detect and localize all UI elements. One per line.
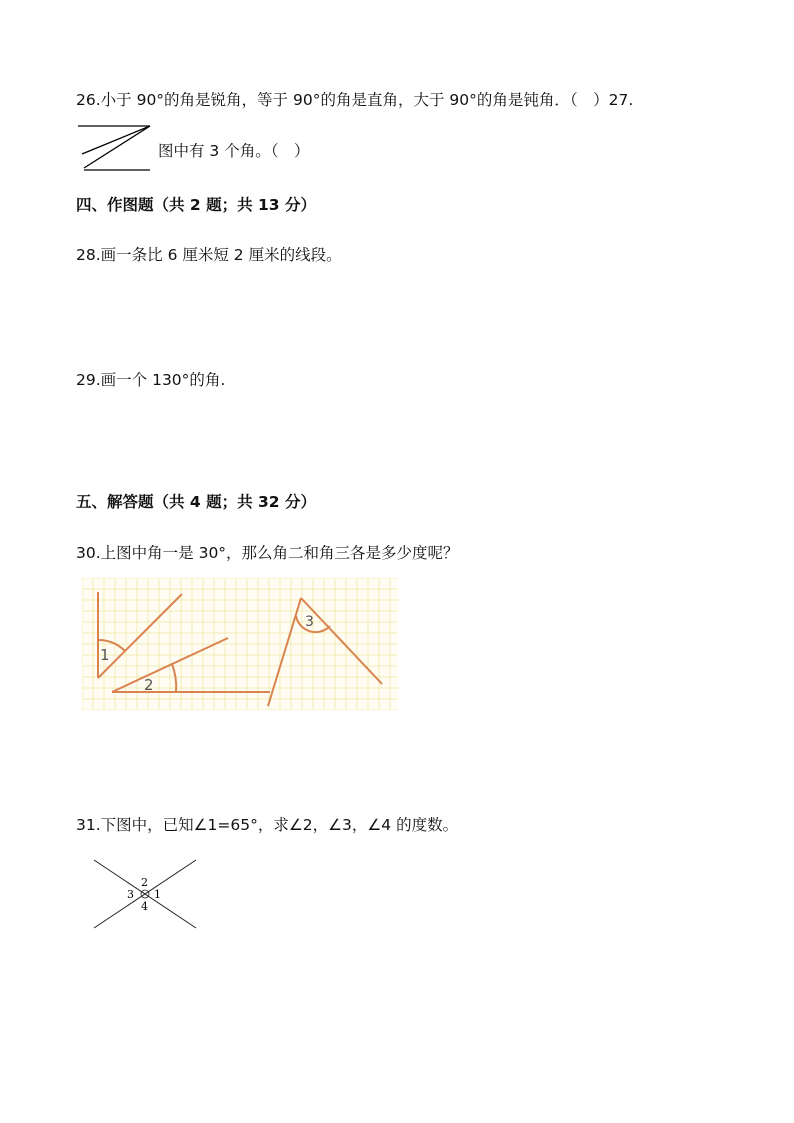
question-27: 图中有 3 个角。（ ） [158,142,310,160]
q31-intersecting-lines-figure [92,856,200,930]
angle-1-label: 1 [154,888,161,901]
section-4-title: 四、作图题（共 2 题；共 13 分） [76,196,316,214]
angle-2-label: 2 [141,876,148,889]
angle-4-label: 4 [141,900,148,913]
question-31: 31.下图中，已知∠1=65°，求∠2，∠3，∠4 的度数。 [76,816,459,834]
angle-2-label: 2 [144,676,154,694]
section-5-title: 五、解答题（共 4 题；共 32 分） [76,493,316,511]
angle-3-label: 3 [305,614,314,630]
q30-angle-figure [82,578,398,710]
angle-1-label: 1 [100,646,110,664]
question-28: 28.画一条比 6 厘米短 2 厘米的线段。 [76,246,342,264]
angle-3-label: 3 [127,888,134,901]
question-26: 26.小于 90°的角是锐角，等于 90°的角是直角，大于 90°的角是钝角．（ ）27. [76,91,634,109]
question-30: 30.上图中角一是 30°，那么角二和角三各是多少度呢？ [76,544,459,562]
q27-figure [78,124,154,174]
question-29: 29.画一个 130°的角. [76,371,226,389]
